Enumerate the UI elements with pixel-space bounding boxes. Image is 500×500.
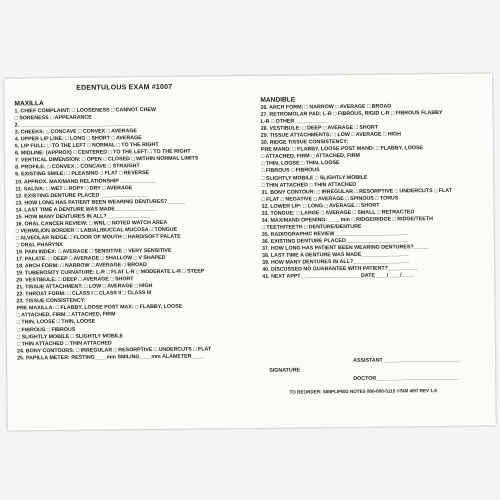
maxilla-item-line: 25. PAPILLA METER: RESTING____mm SMILING____mm ALAMETER____ xyxy=(17,353,204,362)
mandible-item-line: 30. RIDGE TISSUE CONSISTENCY: xyxy=(260,139,349,147)
maxilla-item-line: □ VERMILION BORDER □ LABIAL/BUCCAL MUCOSA □ TONGUE xyxy=(15,226,178,235)
mandible-item-line: 37. HOW LONG HAS PATIENT BEEN WEARING DENTURES?_____ xyxy=(261,244,429,252)
maxilla-item-line: 8. PROFILE: □ CONVEX □ CONCAVE □ STRAIGHT xyxy=(15,163,140,171)
mandible-item-line: 34. MAX/MAND OPENING: ____mm □ RIDGE/RIDGE □ RIDGE/TEETH xyxy=(261,215,433,224)
form-title: EDENTULOUS EXAM #1007 xyxy=(76,83,173,92)
signature-label: SIGNATURE xyxy=(269,367,301,374)
maxilla-item-line: 7. VERTICAL DIMENSION: □ OPEN □ CLOSED □ WITHIN NORMAL LIMITS xyxy=(15,155,199,164)
maxilla-item-line: 18. ARCH FORM: □ NARROW □ AVERAGE □ BROAD xyxy=(16,262,147,270)
maxilla-item-line: 1. CHIEF COMPLAINT: □ LOOSENESS □ CANNOT CHEW xyxy=(14,107,157,115)
mandible-item-line: 28. VESTIBULE: □ DEEP □ AVERAGE □ SHORT xyxy=(260,124,378,133)
maxilla-item-line: PRE MAXILLA: □ FLABBY, LOOSE POST MAX: □ FLABBY, LOOSE xyxy=(16,304,183,312)
maxilla-item-line: 16. ORAL CANCER REVIEW: □ WNL □ NOTED WATCH AREA xyxy=(15,219,168,228)
maxilla-item-line: □ THIN, LOOSE □ THIN, LOOSE xyxy=(16,319,96,326)
mandible-item-line: 36. EXISTING DENTURE PLACED_____________________ xyxy=(261,237,408,245)
reorder-note: TO REORDER: SIMPLIFIED NOTES 800-800-5115 ©SIM 4/97 REV 1.9 xyxy=(289,388,437,395)
maxilla-item-line: 21. TISSUE ATTACHMENT: □ LOW □ AVERAGE □ HIGH xyxy=(16,283,153,291)
maxilla-item-line: 15. HOW MANY DENTURES IN ALL?_______________ xyxy=(15,212,151,221)
mandible-item-line: 40. DISCUSSED NO GUARANTEE WITH PATIENT?__________ xyxy=(262,265,418,273)
maxilla-item-line: 23. TISSUE CONSISTENCY: xyxy=(16,298,86,305)
mandible-item-line: 41. NEXT APPT____________________ DATE____/____/____ xyxy=(262,272,414,281)
maxilla-item-line: 5. LIP FULL: □ TO THE LEFT □ NORMAL □ TO THE RIGHT xyxy=(14,142,159,150)
maxilla-items xyxy=(14,106,257,362)
maxilla-item-line: 10. APPROX. MAX/MAND RELATIONSHIP ____________ xyxy=(15,177,156,185)
maxilla-item-line: 20. VESTIBULE: □ DEEP □ AVERAGE □ SHORT xyxy=(16,276,134,284)
maxilla-item-line: 2. ______________________________________ xyxy=(14,121,133,129)
maxilla-item-line: 12. EXISTING DENTURE PLACED ________________ xyxy=(15,191,148,200)
mandible-heading: MANDIBLE xyxy=(260,96,296,104)
mandible-item-line: □ THIN, LOOSE □ THIN, LOOSE xyxy=(261,160,340,168)
maxilla-item-line: 9. EXISTING SMILE: □ PLEASING □ FLAT □ REVERSE xyxy=(15,170,150,178)
maxilla-item-line: □ SLIGHTLY MOBILE □ SLIGHTLY MOBILE xyxy=(16,332,124,340)
mandible-item-line: 38. LAST TIME A DENTURE WAS MADE________________ xyxy=(262,251,409,259)
mandible-item-line: □ FIBROUS □ FIBROUS xyxy=(261,167,320,175)
doctor-line: DOCTOR____________________________ xyxy=(353,374,459,382)
mandible-items xyxy=(260,103,488,282)
mandible-column xyxy=(260,95,488,282)
maxilla-item-line: 13. HOW LONG HAS PATIENT BEEN WEARING DENTURES?______ xyxy=(15,198,185,207)
maxilla-item-line: □ ALVEOLAR RIDGE □ FLOOR OF MOUTH □ HARD/SOFT PALATE xyxy=(15,233,181,242)
maxilla-item-line: 24. BONY CONTOURS: □ IRREGULAR □ RESORPTIVE □ UNDERCUTS □ FLAT xyxy=(16,346,212,355)
maxilla-item-line: □ SORENESS □ APPEARANCE xyxy=(14,114,92,122)
mandible-item-line: 33. TONGUE: □ LARGE □ AVERAGE □ SMALL □ RETRACTED xyxy=(261,209,415,217)
maxilla-item-line: 3. CHEEKS: □ CONCAVE □ CONVEX □ AVERAGE xyxy=(14,128,137,136)
maxilla-item-line: 11. SALIVA: □ WET □ ROPY □ DRY □ AVERAGE xyxy=(15,184,133,193)
mandible-item-line: □ SLIGHTLY MOBILE □ SLIGHTLY MOBILE xyxy=(261,174,368,182)
mandible-item-line: 27. RETROMOLAR PAD: L-R □ FIBROUS, RIGID L-R □ FIBROUS FLABBY xyxy=(260,110,443,118)
maxilla-item-line: 14. LAST TIME A DENTURE WAS MADE______________ xyxy=(15,205,157,214)
mandible-item-line: □ TEETH/TEETH □ DENTURE/DENTURE xyxy=(261,223,362,231)
maxilla-item-line: □ ORAL PHARYNX xyxy=(15,241,63,249)
maxilla-item-line: 19. PAIN INDEX: □ AVERAGE □ SENSITIVE □ VERY SENSITIVE xyxy=(15,247,172,256)
maxilla-item-line: □ THIN ATTACHED □ THIN ATTACHED xyxy=(16,340,112,348)
maxilla-item-line: □ FIBROUS □ FIBROUS xyxy=(16,326,76,333)
maxilla-column xyxy=(14,98,257,362)
mandible-item-line: 35. RADIOGRAPHIC REVIEW_________________________ xyxy=(261,230,409,238)
mandible-item-line: □ ATTACHED, FIRM □ ATTACHED, FIRM xyxy=(260,153,360,161)
mandible-item-line: □ FLAT □ NEGATIVE □ AVERAGE □ SPINOUS □ TORUS xyxy=(261,195,399,203)
mandible-item-line: □ THIN ATTACHED □ THIN ATTACHED xyxy=(261,181,357,189)
exam-form-card xyxy=(4,73,496,430)
maxilla-item-line: 6. MIDLINE: (APPROX) □ CENTERED □ TO THE LEFT □ TO THE RIGHT xyxy=(14,148,191,157)
mandible-item-line: 26. ARCH FORM: □ NARROW □ AVERAGE □ BROAD xyxy=(260,103,392,111)
mandible-item-line: 39. HOW MANY DENTURES IN ALL?___________________ xyxy=(262,258,410,266)
maxilla-item-line: 19. TUBEROSITY CURVATURE: L-R □ FLAT L-R □ MODERATE L-R □ STEEP xyxy=(16,268,205,277)
maxilla-item-line: 17. PALATE: □ DEEP □ AVERAGE □ SHALLOW □ V SHAPED xyxy=(16,254,166,263)
mandible-item-line: PRE MAND: □ FLABBY, LOOSE POST MAND: □ FLABBY, LOOSE xyxy=(260,145,424,154)
assistant-line: ASSISTANT__________________________ xyxy=(353,356,460,364)
maxilla-item-line: □ ATTACHED, FIRM □ ATTACHED, FIRM xyxy=(16,311,116,319)
signature-block xyxy=(269,356,459,385)
mandible-item-line: 32. LOWER LIP: □ LONG □ AVERAGE □ SHORT xyxy=(261,202,380,210)
mandible-item-line: 29. TISSUE ATTACHMENTS: □ LOW □ AVERAGE □ HIGH xyxy=(260,131,401,140)
mandible-item-line: L-R □ OTHER ___________ xyxy=(260,118,329,126)
maxilla-item-line: 22. THROAT FORM: □ CLASS I □ CLASS II □ CLASS III xyxy=(16,290,152,298)
maxilla-item-line: 4. UPPER LIP LINE: □ LONG □ SHORT □ AVERAGE xyxy=(14,135,142,143)
maxilla-heading: MAXILLA xyxy=(14,100,44,108)
mandible-item-line: 31. BONY CONTOUR: □ IRREGULAR □ RESORPTIVE □ UNDERCUTS □ FLAT xyxy=(261,187,452,196)
